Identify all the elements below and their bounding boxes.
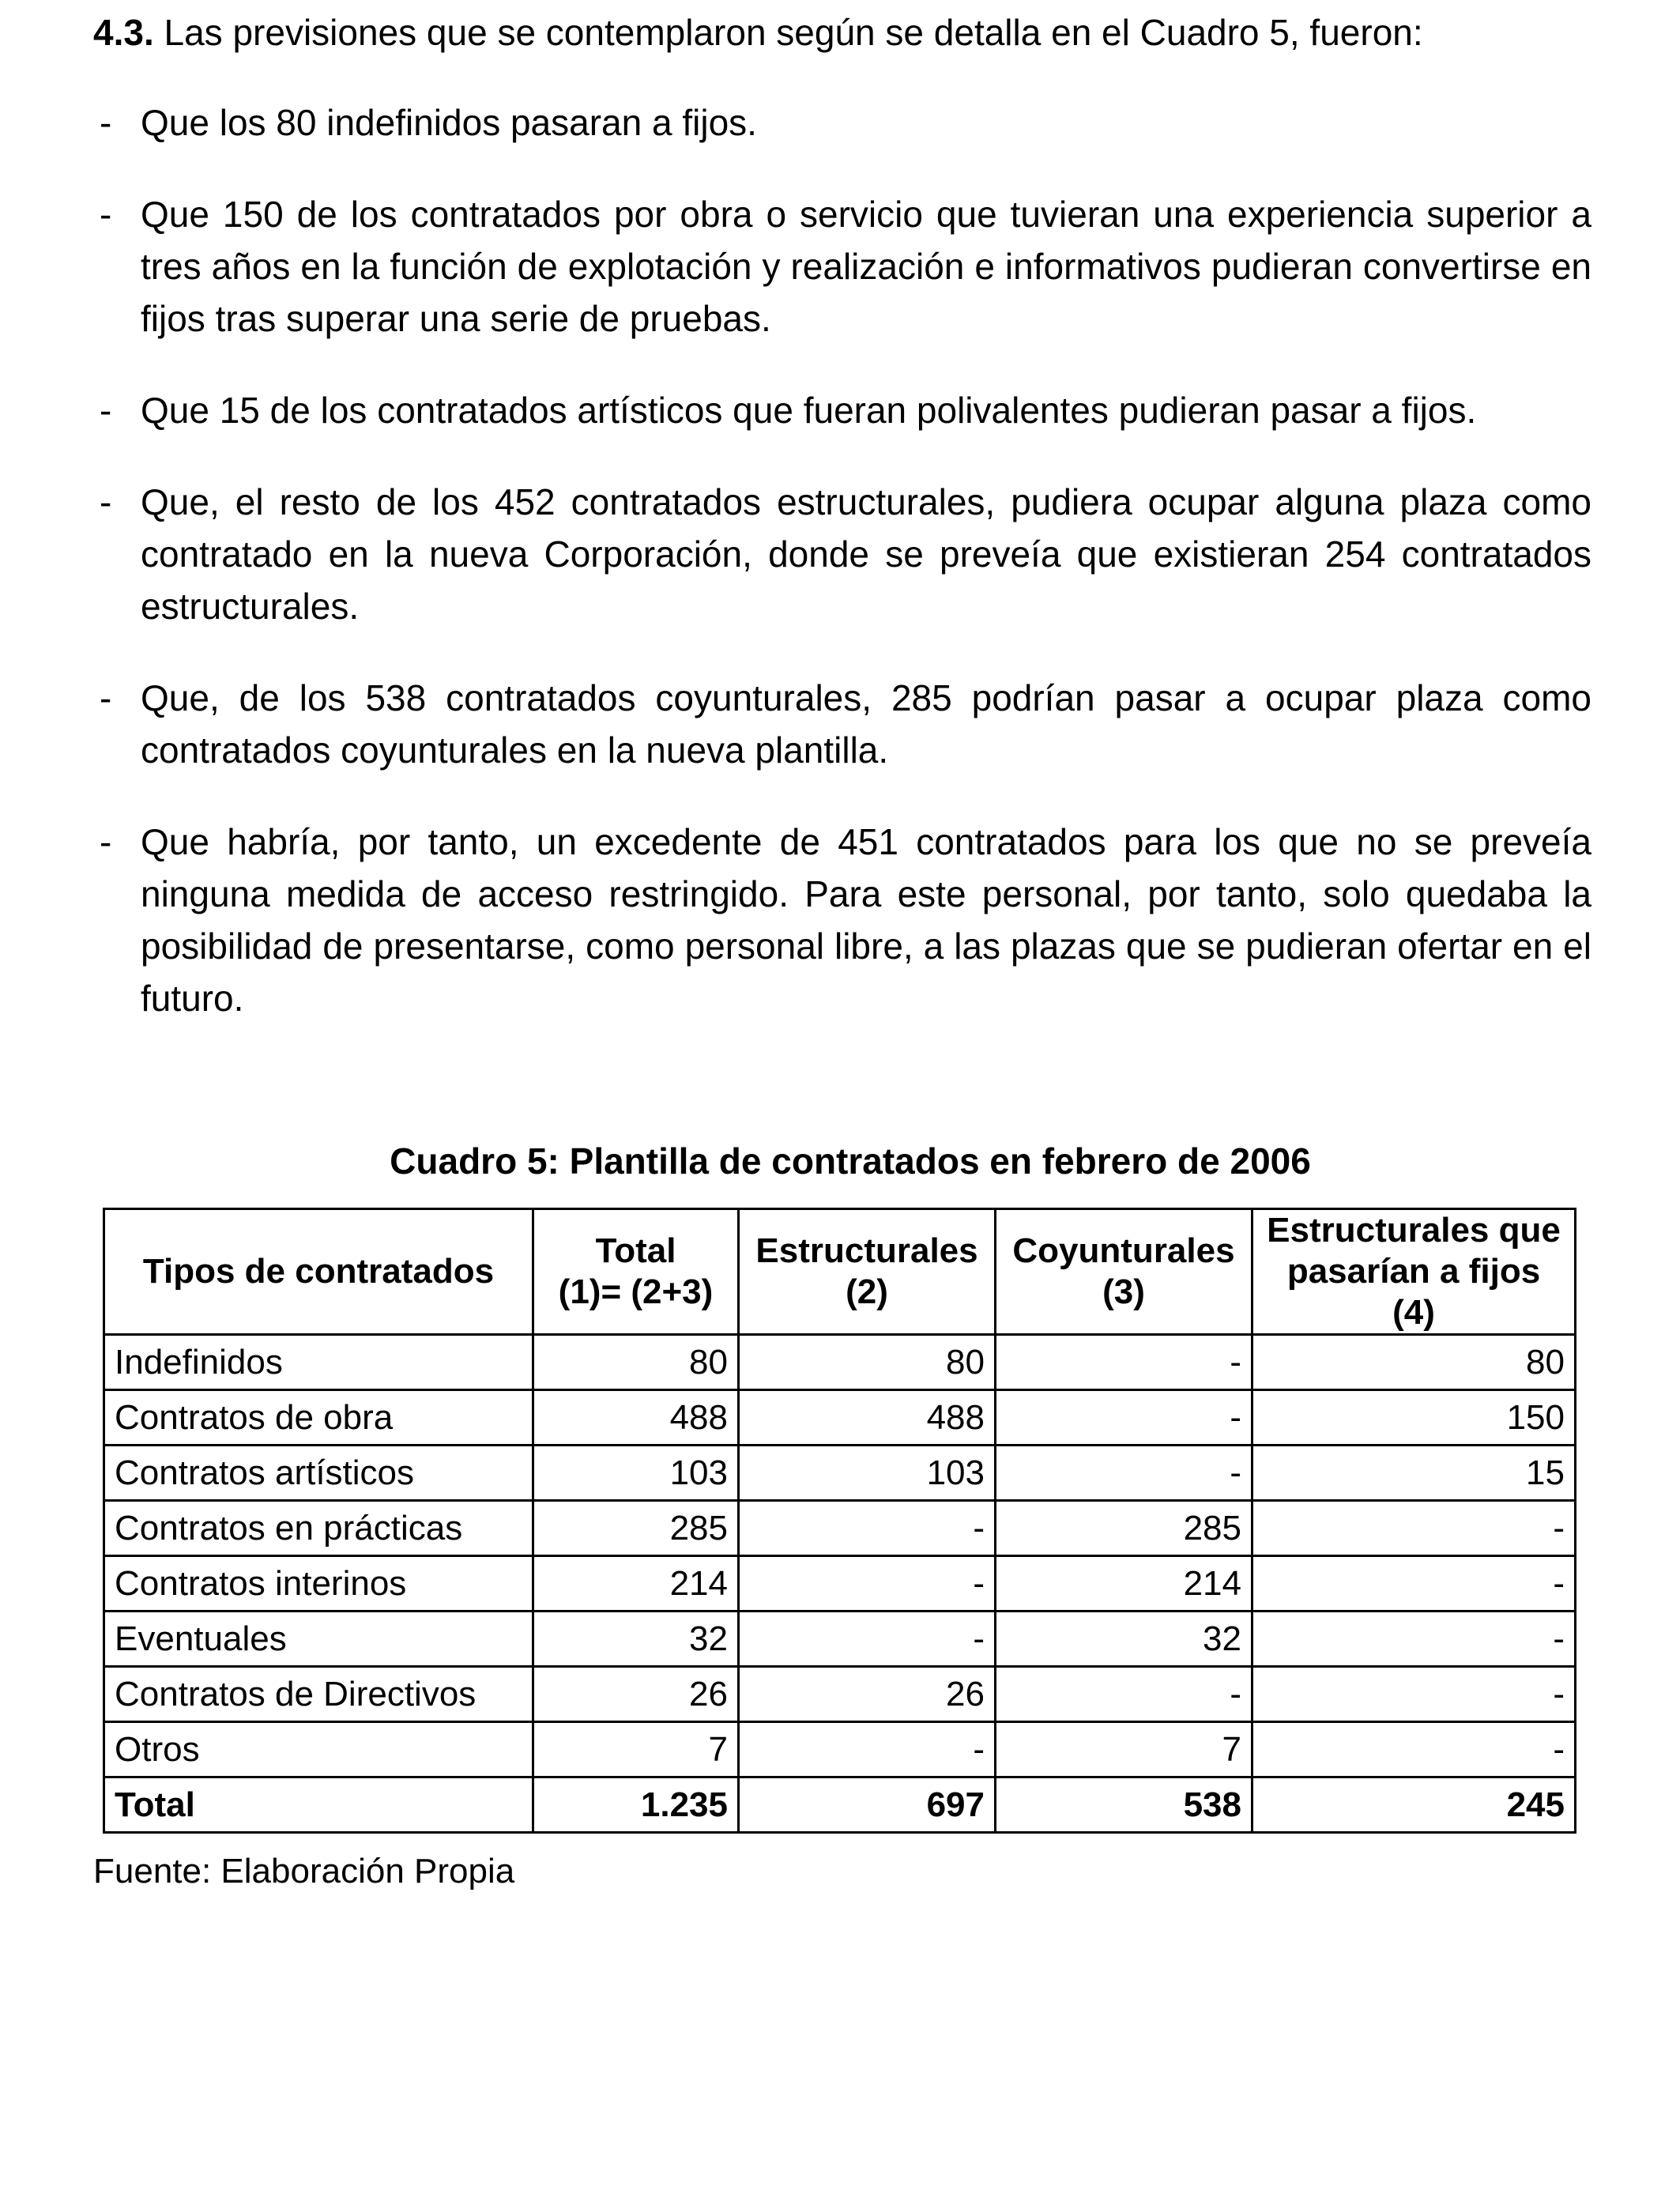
cell-total: 103 [533, 1446, 739, 1501]
bullet-text: Que los 80 indefinidos pasaran a fijos. [141, 102, 757, 143]
cell-coyunturales: 214 [996, 1556, 1252, 1612]
column-header-fijos: Estructurales que pasarían a fijos (4) [1252, 1209, 1576, 1335]
cell-total: 7 [533, 1722, 739, 1777]
cell-estructurales: - [739, 1612, 996, 1667]
cell-fijos: - [1252, 1501, 1576, 1556]
bullet-text: Que 150 de los contratados por obra o servicio que tuvieran una experiencia superior a tres años en la función de explotación y realización e informativos pudieran convertirse en fijos tras superar una serie de pruebas. [141, 194, 1591, 339]
cell-coyunturales: - [996, 1335, 1252, 1390]
cell-fijos: - [1252, 1612, 1576, 1667]
cell-estructurales: 697 [739, 1777, 996, 1833]
cell-coyunturales: - [996, 1390, 1252, 1446]
cell-total: 214 [533, 1556, 739, 1612]
table-row [104, 1722, 1576, 1777]
cell-tipo: Contratos en prácticas [104, 1501, 533, 1556]
bullet-dash: - [100, 102, 112, 143]
cell-total: 80 [533, 1335, 739, 1390]
cell-coyunturales: 285 [996, 1501, 1252, 1556]
table-caption: Cuadro 5: Plantilla de contratados en febrero de 2006 [390, 1140, 1311, 1182]
cell-coyunturales: - [996, 1446, 1252, 1501]
cell-estructurales: 80 [739, 1335, 996, 1390]
bullet-dash: - [100, 390, 112, 431]
cell-estructurales: - [739, 1556, 996, 1612]
cell-fijos: 245 [1252, 1777, 1576, 1833]
table-source: Fuente: Elaboración Propia [93, 1852, 515, 1891]
section-intro [93, 6, 1595, 58]
table-row [104, 1667, 1576, 1722]
list-item [98, 672, 1591, 776]
list-item [98, 384, 1591, 436]
column-header-tipo: Tipos de contratados [104, 1209, 533, 1335]
table-row [104, 1390, 1576, 1446]
cell-fijos: 15 [1252, 1446, 1576, 1501]
column-header-coyunturales: Coyunturales (3) [996, 1209, 1252, 1335]
cell-tipo: Contratos interinos [104, 1556, 533, 1612]
bullet-text: Que, el resto de los 452 contratados estructurales, pudiera ocupar alguna plaza como contratado en la nueva Corporación, donde se preveía que existieran 254 contratados estructurales. [141, 481, 1591, 627]
bullet-text: Que habría, por tanto, un excedente de 451 contratados para los que no se preveía ninguna medida de acceso restringido. Para este personal, por tanto, solo quedaba la posibilidad de presentarse, como personal libre, a las plazas que se pudieran ofertar en el futuro. [141, 821, 1591, 1019]
section-number: 4.3. [93, 12, 154, 53]
bullet-text: Que 15 de los contratados artísticos que fueran polivalentes pudieran pasar a fijos. [141, 390, 1477, 431]
cell-estructurales: 488 [739, 1390, 996, 1446]
cell-coyunturales: 7 [996, 1722, 1252, 1777]
bullet-dash: - [100, 821, 112, 862]
cell-tipo: Contratos de obra [104, 1390, 533, 1446]
cell-total: 1.235 [533, 1777, 739, 1833]
cell-tipo: Contratos de Directivos [104, 1667, 533, 1722]
cell-tipo: Otros [104, 1722, 533, 1777]
cell-total: 285 [533, 1501, 739, 1556]
bullet-text: Que, de los 538 contratados coyunturales, 285 podrían pasar a ocupar plaza como contratados coyunturales en la nueva plantilla. [141, 677, 1591, 771]
cell-tipo: Eventuales [104, 1612, 533, 1667]
table-row [104, 1446, 1576, 1501]
bullet-dash: - [100, 194, 112, 235]
cell-fijos: 80 [1252, 1335, 1576, 1390]
bullet-list [98, 96, 1591, 1064]
cell-coyunturales: - [996, 1667, 1252, 1722]
cell-fijos: 150 [1252, 1390, 1576, 1446]
table-header-row [104, 1209, 1576, 1335]
cell-tipo: Contratos artísticos [104, 1446, 533, 1501]
cell-total: 26 [533, 1667, 739, 1722]
cell-fijos: - [1252, 1722, 1576, 1777]
contracts-table [103, 1208, 1576, 1834]
cell-estructurales: 26 [739, 1667, 996, 1722]
table-total-row [104, 1777, 1576, 1833]
cell-estructurales: - [739, 1722, 996, 1777]
section-intro-text: Las previsiones que se contemplaron según se detalla en el Cuadro 5, fueron: [164, 12, 1423, 53]
cell-fijos: - [1252, 1667, 1576, 1722]
table-row [104, 1556, 1576, 1612]
bullet-dash: - [100, 481, 112, 522]
list-item [98, 188, 1591, 345]
cell-coyunturales: 538 [996, 1777, 1252, 1833]
bullet-dash: - [100, 677, 112, 718]
table-row [104, 1501, 1576, 1556]
list-item [98, 816, 1591, 1024]
cell-tipo: Total [104, 1777, 533, 1833]
cell-tipo: Indefinidos [104, 1335, 533, 1390]
cell-fijos: - [1252, 1556, 1576, 1612]
list-item [98, 476, 1591, 632]
table-row [104, 1335, 1576, 1390]
cell-total: 488 [533, 1390, 739, 1446]
cell-estructurales: - [739, 1501, 996, 1556]
table-row [104, 1612, 1576, 1667]
column-header-total: Total (1)= (2+3) [533, 1209, 739, 1335]
list-item [98, 96, 1591, 149]
cell-estructurales: 103 [739, 1446, 996, 1501]
cell-coyunturales: 32 [996, 1612, 1252, 1667]
cell-total: 32 [533, 1612, 739, 1667]
column-header-estructurales: Estructurales (2) [739, 1209, 996, 1335]
